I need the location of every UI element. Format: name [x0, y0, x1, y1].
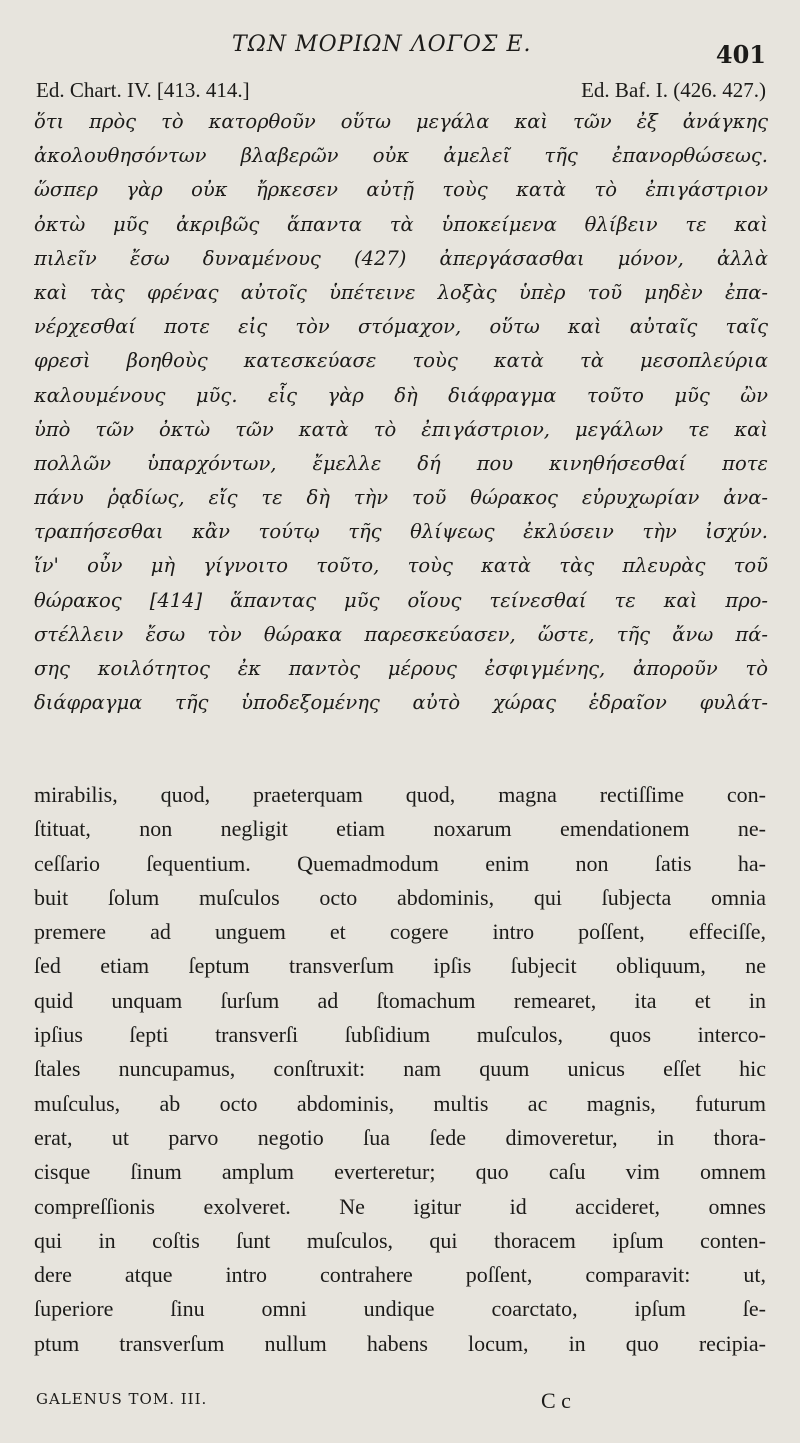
latin-line: qui in coſtis ſunt muſculos, qui thoracem ipſum conten-: [34, 1227, 766, 1253]
latin-line: cisque ſinum amplum everteretur; quo caſu vim omnem: [34, 1159, 766, 1185]
latin-line: ſtituat, non negligit etiam noxarum emendationem ne-: [34, 816, 766, 842]
edition-basel: Ed. Baf. I. (426. 427.): [581, 78, 766, 102]
latin-line: quid unquam ſurſum ad ſtomachum remearet, ita et in: [34, 987, 766, 1013]
greek-line: στέλλειν ἔσω τὸν θώρακα παρεσκεύασεν, ὥστε, τῆς ἄνω πά-: [34, 622, 768, 646]
running-head: [0, 28, 800, 68]
greek-line: ὑπὸ τῶν ὀκτὼ τῶν κατὰ τὸ ἐπιγάστριον, μεγάλων τε καὶ: [34, 417, 768, 441]
greek-line: ὅτι πρὸς τὸ κατορθοῦν οὕτω μεγάλα καὶ τῶν ἐξ ἀνάγκης: [34, 110, 768, 133]
greek-line: φρεσὶ βοηθοὺς κατεσκεύασε τοὺς κατὰ τὰ μεσοπλεύρια: [34, 349, 768, 373]
greek-line: πολλῶν ὑπαρχόντων, ἔμελλε δή που κινηθήσεσθαί ποτε: [34, 451, 768, 475]
edition-chartier: Ed. Chart. IV. [413. 414.]: [36, 78, 250, 102]
page-number: 401: [715, 40, 766, 69]
signature-line: GALENUS TOM. III.: [36, 1390, 208, 1408]
greek-line: ἵν' οὖν μὴ γίγνοιτο τοῦτο, τοὺς κατὰ τὰς πλευρὰς τοῦ: [34, 554, 768, 578]
latin-line: dere atque intro contrahere poſſent, comparavit: ut,: [34, 1262, 766, 1288]
greek-line: ἀκολουθησόντων βλαβερῶν οὐκ ἀμελεῖ τῆς ἐπανορθώσεως.: [34, 144, 768, 168]
greek-line: νέρχεσθαί ποτε εἰς τὸν στόμαχον, οὕτω καὶ αὐταῖς ταῖς: [34, 315, 768, 339]
greek-text: [34, 105, 768, 720]
greek-line: σης κοιλότητος ἐκ παντὸς μέρους ἐσφιγμένης, ἀποροῦν τὸ: [34, 657, 768, 680]
latin-line: ſuperiore ſinu omni undique coarctato, ipſum ſe-: [34, 1296, 766, 1322]
latin-line: erat, ut parvo negotio ſua ſede dimoveretur, in thora-: [34, 1124, 766, 1150]
greek-line: ὥσπερ γὰρ οὐκ ἤρκεσεν αὐτῇ τοὺς κατὰ τὸ ἐπιγάστριον: [34, 178, 768, 202]
greek-line: πάνυ ῥᾳδίως, εἴς τε δὴ τὴν τοῦ θώρακος εὐρυχωρίαν ἀνα-: [34, 486, 768, 510]
greek-line: ὀκτὼ μῦς ἀκριβῶς ἅπαντα τὰ ὑποκείμενα θλίβειν τε καὶ: [34, 212, 768, 236]
latin-line: compreſſionis exolveret. Ne igitur id accideret, omnes: [34, 1193, 766, 1219]
latin-line: ſtales nuncupamus, conſtruxit: nam quum unicus eſſet hic: [34, 1056, 766, 1082]
latin-line: ſed etiam ſeptum transverſum ipſis ſubjecit obliquum, ne: [34, 953, 766, 979]
signature-mark: C c: [541, 1388, 571, 1413]
greek-line: τραπήσεσθαι κἂν τούτῳ τῆς θλίψεως ἐκλύσειν τὴν ἰσχύν.: [34, 520, 768, 544]
greek-line: πιλεῖν ἔσω δυναμένους (427) ἀπεργάσασθαι μόνον, ἀλλὰ: [34, 246, 768, 270]
latin-line: premere ad unguem et cogere intro poſſent, effeciſſe,: [34, 919, 766, 945]
greek-line: θώρακος [414] ἅπαντας μῦς οἵους τείνεσθαί τε καὶ προ-: [34, 588, 768, 612]
page-footer: [36, 1388, 596, 1418]
greek-line: καὶ τὰς φρένας αὐτοῖς ὑπέτεινε λοξὰς ὑπὲρ τοῦ μηδὲν ἐπα-: [34, 280, 768, 304]
greek-line: διάφραγμα τῆς ὑποδεξομένης αὐτὸ χώρας ἑδραῖον φυλάτ-: [34, 691, 768, 715]
latin-line: muſculus, ab octo abdominis, multis ac magnis, futurum: [34, 1090, 766, 1116]
latin-line: mirabilis, quod, praeterquam quod, magna rectiſſime con-: [34, 782, 766, 807]
latin-line: ipſius ſepti transverſi ſubſidium muſculos, quos interco-: [34, 1022, 766, 1048]
latin-text: [34, 778, 766, 1361]
edition-references: [36, 78, 766, 108]
latin-line: ceſſario ſequentium. Quemadmodum enim non ſatis ha-: [34, 850, 766, 876]
greek-line: καλουμένους μῦς. εἷς γὰρ δὴ διάφραγμα τοῦτο μῦς ὢν: [34, 383, 768, 407]
latin-line: ptum transverſum nullum habens locum, in quo recipia-: [34, 1330, 766, 1356]
running-title: ΤΩΝ ΜΟΡΙΩΝ ΛΟΓΟΣ Ε.: [232, 32, 532, 57]
latin-line: buit ſolum muſculos octo abdominis, qui ſubjecta omnia: [34, 884, 766, 910]
